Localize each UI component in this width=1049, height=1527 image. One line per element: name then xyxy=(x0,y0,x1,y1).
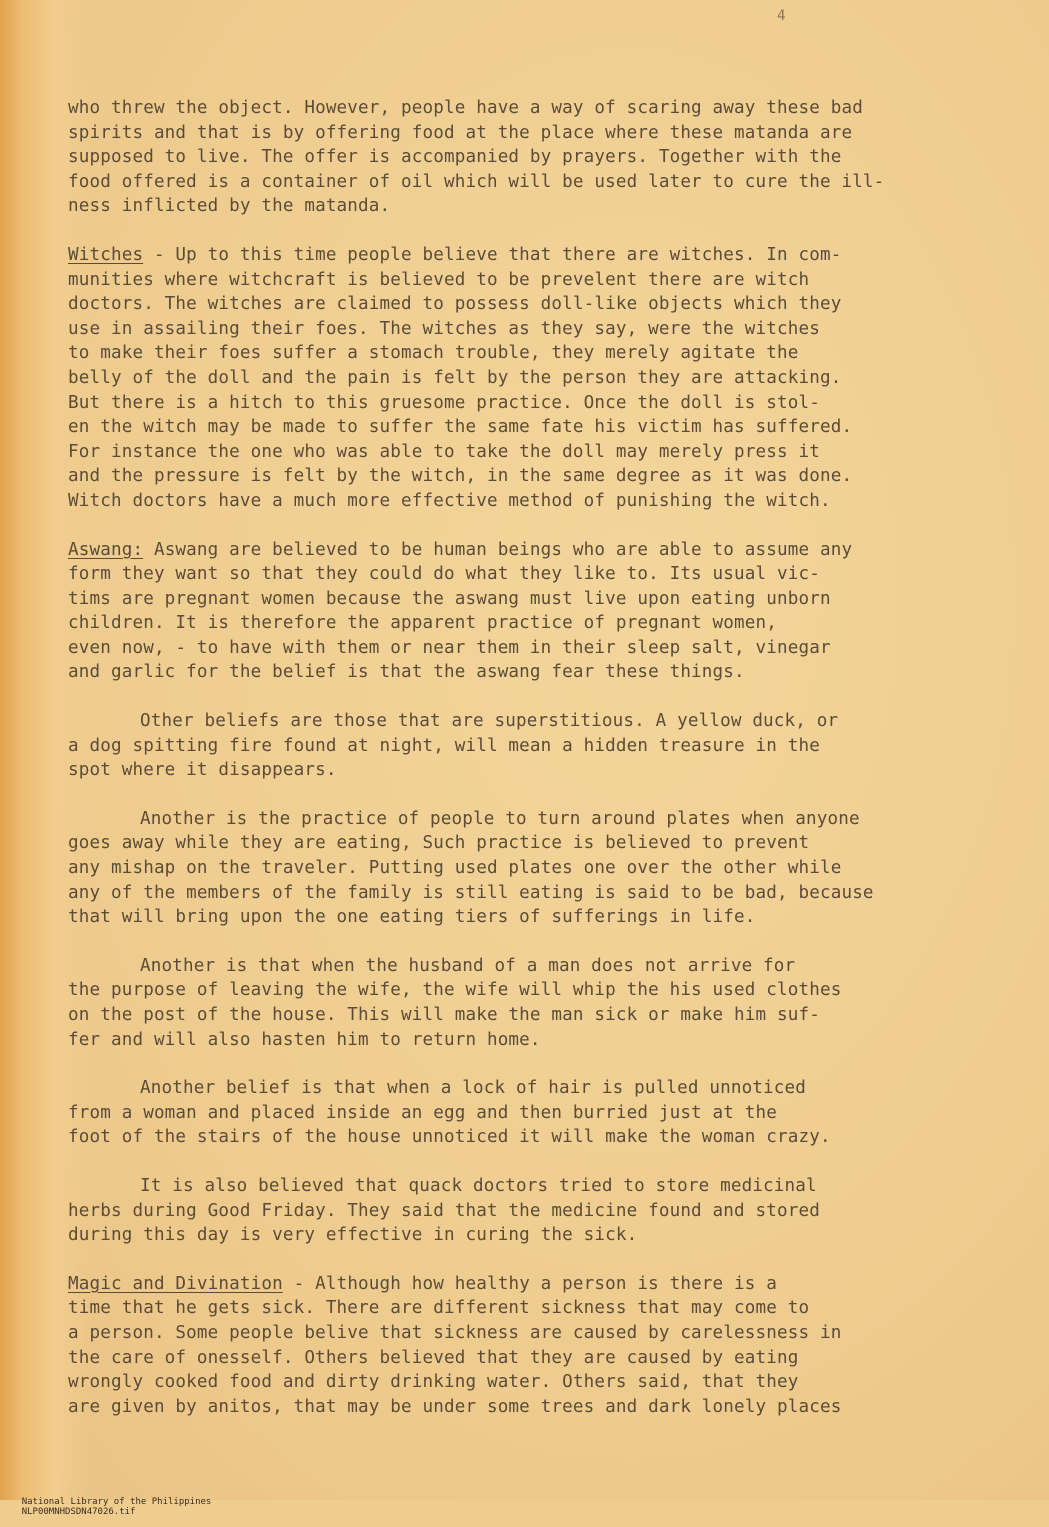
text-line xyxy=(68,1101,998,1126)
line-text: spot where it disappears. xyxy=(68,760,337,781)
line-text: wrongly cooked food and dirty drinking water. Others said, that they xyxy=(68,1372,799,1393)
text-line xyxy=(68,1223,998,1248)
line-text: fer and will also hasten him to return home. xyxy=(68,1029,541,1050)
footer-library: National Library of the Philippines xyxy=(21,1497,212,1507)
line-text: any of the members of the family is still eating is said to be bad, because xyxy=(68,882,874,903)
line-text: supposed to live. The offer is accompanied by prayers. Together with the xyxy=(68,147,842,168)
text-line xyxy=(68,243,998,268)
text-line xyxy=(68,489,998,514)
text-line xyxy=(68,587,998,612)
line-text: belly of the doll and the pain is felt by the person they are attacking. xyxy=(68,367,842,388)
section-heading: Aswang: xyxy=(68,539,144,560)
text-line xyxy=(68,415,998,440)
text-line xyxy=(68,1346,998,1371)
text-line xyxy=(68,807,998,832)
line-text: the care of onesself. Others believed that they are caused by eating xyxy=(68,1347,799,1368)
line-text: time that he gets sick. There are different sickness that may come to xyxy=(68,1298,810,1319)
text-line xyxy=(68,194,998,219)
line-text: But there is a hitch to this gruesome practice. Once the doll is stol- xyxy=(68,392,820,413)
text-line xyxy=(68,1076,998,1101)
text-line xyxy=(68,1321,998,1346)
line-text: Another is that when the husband of a man does not arrive for xyxy=(140,955,796,976)
line-text: It is also believed that quack doctors tried to store medicinal xyxy=(140,1175,817,1196)
line-text: and garlic for the belief is that the aswang fear these things. xyxy=(68,662,745,683)
line-text: Other beliefs are those that are superstitious. A yellow duck, or xyxy=(140,711,839,732)
line-text: a person. Some people belive that sickness are caused by carelessness in xyxy=(68,1322,842,1343)
paragraph xyxy=(68,1174,998,1248)
line-text: use in assailing their foes. The witches as they say, were the witches xyxy=(68,318,820,339)
line-text: doctors. The witches are claimed to possess doll-like objects which they xyxy=(68,294,842,315)
text-line xyxy=(68,538,998,563)
line-text: Aswang are believed to be human beings who are able to assume any xyxy=(143,539,853,560)
text-line xyxy=(68,96,998,121)
line-text: en the witch may be made to suffer the same fate his victim has suffered. xyxy=(68,417,853,438)
line-text: Another is the practice of people to turn around plates when anyone xyxy=(140,808,860,829)
text-line xyxy=(68,954,998,979)
line-text: a dog spitting fire found at night, will mean a hidden treasure in the xyxy=(68,735,820,756)
text-line xyxy=(68,734,998,759)
line-text: For instance the one who was able to take the doll may merely press it xyxy=(68,441,820,462)
line-text: ness inflicted by the matanda. xyxy=(68,196,391,217)
text-line xyxy=(68,292,998,317)
text-line xyxy=(68,611,998,636)
text-line xyxy=(68,391,998,416)
text-line xyxy=(68,758,998,783)
line-text: herbs during Good Friday. They said that the medicine found and stored xyxy=(68,1200,820,1221)
text-line xyxy=(68,440,998,465)
page-number: 4 xyxy=(777,8,786,24)
line-text: - Up to this time people believe that there are witches. In com- xyxy=(143,244,842,265)
section-heading: Witches xyxy=(68,244,144,265)
text-line xyxy=(68,1296,998,1321)
paragraph xyxy=(68,96,998,219)
scan-footer xyxy=(0,1487,235,1527)
text-line xyxy=(68,1199,998,1224)
text-line xyxy=(68,1370,998,1395)
line-text: form they want so that they could do what they like to. Its usual vic- xyxy=(68,564,820,585)
text-line xyxy=(68,121,998,146)
text-line xyxy=(68,978,998,1003)
text-line xyxy=(68,1272,998,1297)
section-heading: Magic and Divination xyxy=(68,1273,283,1294)
text-line xyxy=(68,831,998,856)
text-line xyxy=(68,660,998,685)
line-text: who threw the object. However, people have a way of scaring away these bad xyxy=(68,98,863,118)
line-text: from a woman and placed inside an egg and then burried just at the xyxy=(68,1102,777,1123)
text-line xyxy=(68,636,998,661)
line-text: tims are pregnant women because the aswang must live upon eating unborn xyxy=(68,588,831,609)
text-line xyxy=(68,709,998,734)
line-text: on the post of the house. This will make the man sick or make him suf- xyxy=(68,1005,820,1025)
text-line xyxy=(68,1395,998,1420)
text-line xyxy=(68,366,998,391)
paragraph xyxy=(68,538,998,686)
line-text: children. It is therefore the apparent practice of pregnant women, xyxy=(68,613,777,634)
paragraph xyxy=(68,954,998,1052)
paragraph xyxy=(68,1076,998,1150)
text-line xyxy=(68,881,998,906)
line-text: food offered is a container of oil which will be used later to cure the ill- xyxy=(68,171,885,192)
paragraph xyxy=(68,807,998,930)
text-line xyxy=(68,170,998,195)
line-text: even now, - to have with them or near them in their sleep salt, vinegar xyxy=(68,637,831,658)
line-text: during this day is very effective in curing the sick. xyxy=(68,1225,638,1246)
paragraph xyxy=(68,1272,998,1420)
text-line xyxy=(68,1174,998,1199)
text-line xyxy=(68,341,998,366)
line-text: spirits and that is by offering food at the place where these matanda are xyxy=(68,122,853,143)
line-text: goes away while they are eating, Such practice is believed to prevent xyxy=(68,833,810,854)
line-text: the purpose of leaving the wife, the wife will whip the his used clothes xyxy=(68,980,842,1001)
text-line xyxy=(68,464,998,489)
text-line xyxy=(68,1125,998,1150)
document-body xyxy=(68,96,998,1443)
line-text: to make their foes suffer a stomach trouble, they merely agitate the xyxy=(68,343,799,364)
line-text: munities where witchcraft is believed to be prevelent there are witch xyxy=(68,269,810,290)
paragraph xyxy=(68,709,998,783)
line-text: Witch doctors have a much more effective method of punishing the witch. xyxy=(68,490,831,511)
text-line xyxy=(68,1003,998,1028)
text-line xyxy=(68,317,998,342)
text-line xyxy=(68,562,998,587)
line-text: are given by anitos, that may be under some trees and dark lonely places xyxy=(68,1396,842,1417)
line-text: that will bring upon the one eating tiers of sufferings in life. xyxy=(68,907,756,928)
text-line xyxy=(68,856,998,881)
text-line xyxy=(68,905,998,930)
footer-filename: NLP00MNHDSDN47026.tif xyxy=(21,1507,136,1517)
line-text: and the pressure is felt by the witch, in the same degree as it was done. xyxy=(68,466,853,487)
text-line xyxy=(68,268,998,293)
text-line xyxy=(68,145,998,170)
line-text: foot of the stairs of the house unnoticed it will make the woman crazy. xyxy=(68,1127,831,1148)
line-text: any mishap on the traveler. Putting used plates one over the other while xyxy=(68,858,842,879)
text-line xyxy=(68,1028,998,1053)
paragraph xyxy=(68,243,998,514)
line-text: - Although how healthy a person is there is a xyxy=(282,1273,778,1294)
line-text: Another belief is that when a lock of hair is pulled unnoticed xyxy=(140,1078,807,1099)
